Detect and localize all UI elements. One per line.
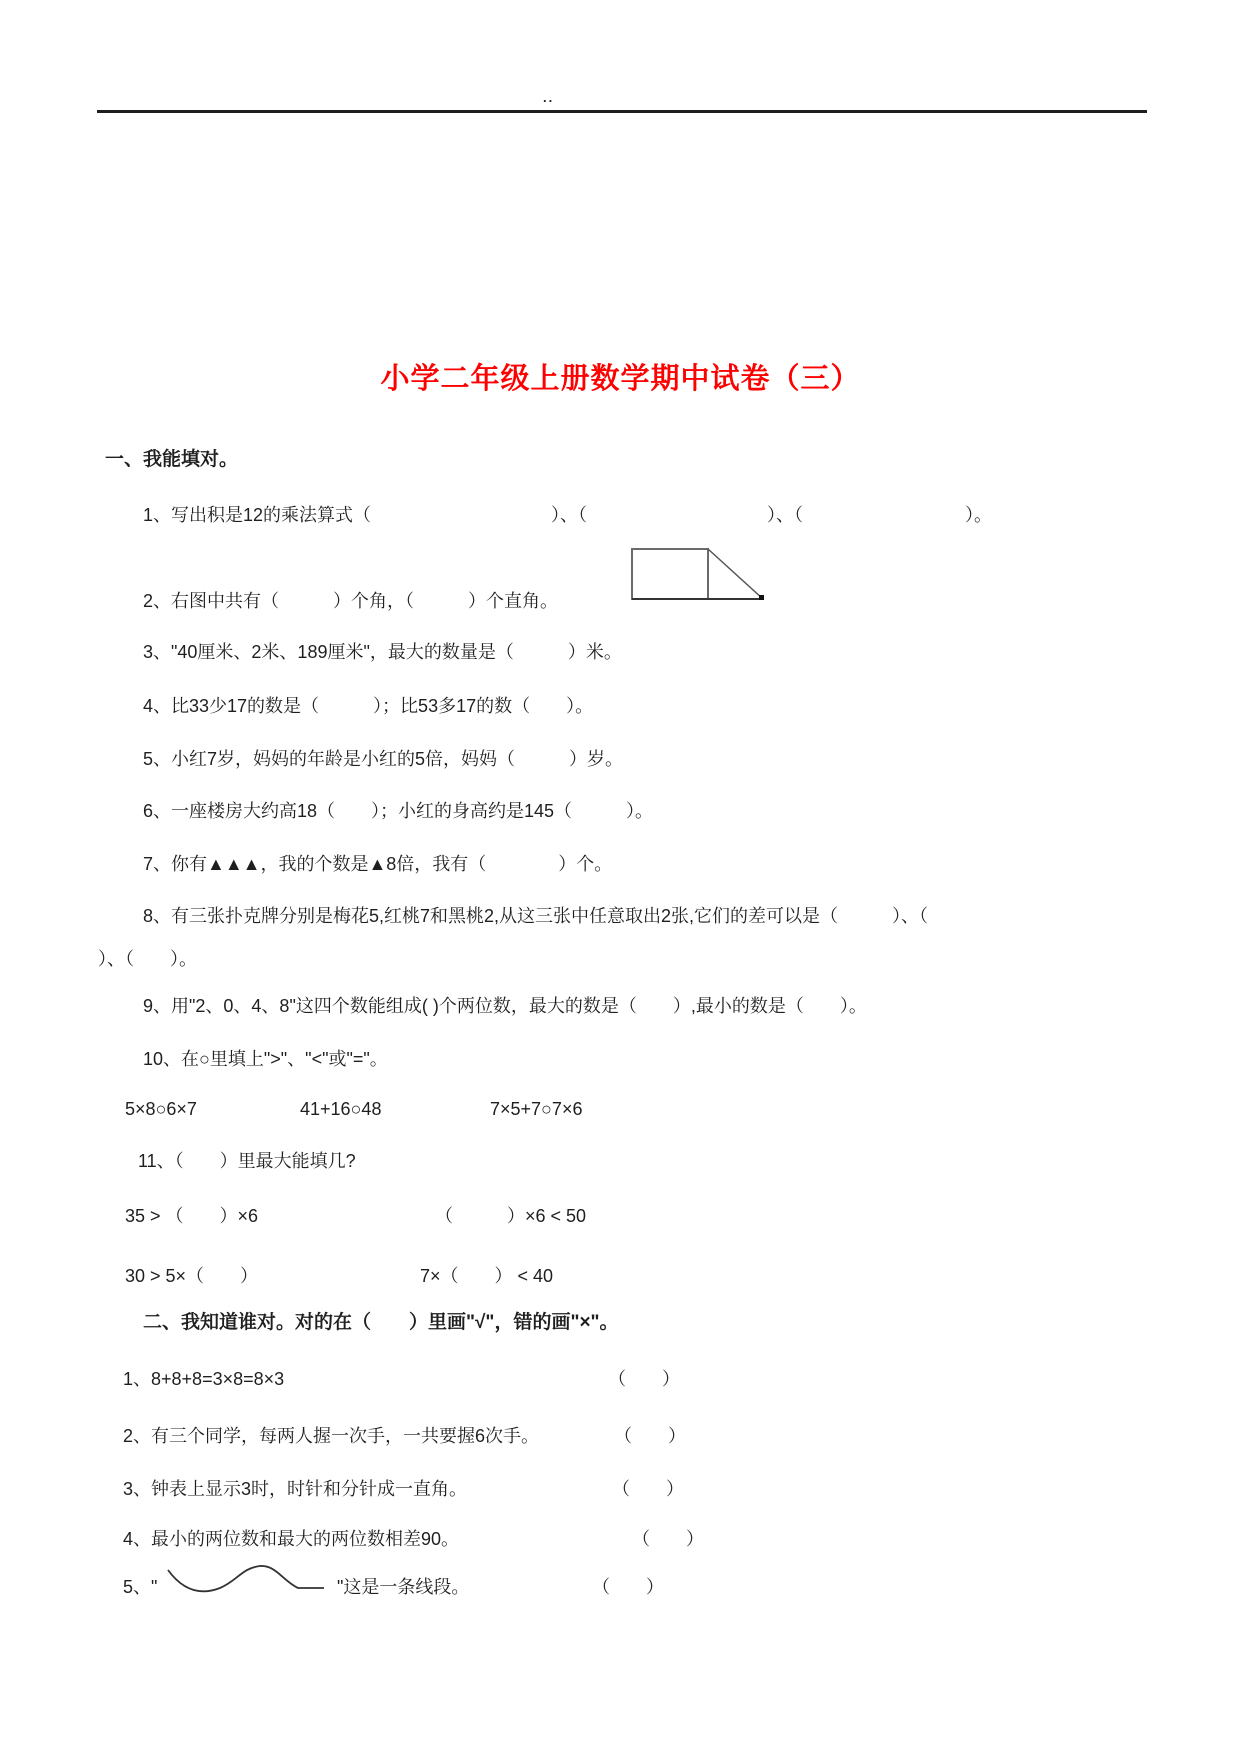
section2-heading: 二、我知道谁对。对的在（ ）里画"√"，错的画"×"。 [143,1312,619,1333]
q11-expression-1: 35 > （ ）×6 [125,1206,259,1226]
question-8-line2: ）、（ ）。 [98,949,197,969]
section1-heading: 一、我能填对。 [105,449,239,470]
question-11: 11、（ ）里最大能填几? [138,1151,356,1171]
judge-item-5-paren: （ ） [592,1577,664,1597]
q10-expression-2: 41+16○48 [300,1099,382,1119]
judge-item-5-prefix: 5、" [123,1577,158,1597]
q11-expression-4: 7×（ ） < 40 [420,1266,554,1286]
q11-expression-2: （ ）×6 < 50 [435,1206,587,1226]
question-2: 2、右图中共有（ ）个角，（ ）个直角。 [143,591,559,611]
page-title: 小学二年级上册数学期中试卷（三） [380,363,861,395]
question-6: 6、一座楼房大约高18（ ）；小红的身高约是145（ ）。 [143,801,654,821]
judge-item-3-text: 3、钟表上显示3时，时针和分针成一直角。 [123,1479,468,1499]
judge-item-1-paren: （ ） [608,1369,680,1389]
question-5: 5、小红7岁，妈妈的年龄是小红的5倍，妈妈（ ）岁。 [143,749,624,769]
judge-item-1-text: 1、8+8+8=3×8=8×3 [123,1369,285,1389]
question-4: 4、比33少17的数是（ ）；比53多17的数（ ）。 [143,696,594,716]
q11-expression-3: 30 > 5×（ ） [125,1266,259,1286]
judge-item-3-paren: （ ） [612,1479,684,1499]
header-dots: .. [543,90,555,105]
question-3: 3、"40厘米、2米、189厘米"，最大的数量是（ ）米。 [143,642,622,662]
judge-item-2-paren: （ ） [614,1426,686,1446]
question-9: 9、用"2、0、4、8"这四个数能组成( )个两位数，最大的数是（ ）,最小的数是（ ）。 [143,996,867,1016]
judge-item-4-text: 4、最小的两位数和最大的两位数相差90。 [123,1529,460,1549]
question-7: 7、你有▲▲▲，我的个数是▲8倍，我有（ ）个。 [143,854,613,874]
question-10: 10、在○里填上">"、"<"或"="。 [143,1049,388,1069]
header-rule [97,110,1147,113]
question-8-line1: 8、有三张扑克牌分别是梅花5,红桃7和黑桃2,从这三张中任意取出2张,它们的差可以是（ ）、（ [143,906,929,926]
judge-item-2-text: 2、有三个同学，每两人握一次手，一共要握6次手。 [123,1426,540,1446]
q10-expression-1: 5×8○6×7 [125,1099,197,1119]
question-1: 1、写出积是12的乘法算式（ ）、（ ）、（ ）。 [143,505,993,525]
judge-item-4-paren: （ ） [632,1529,704,1549]
judge-item-5-suffix: "这是一条线段。 [337,1577,470,1597]
wavy-line-icon [164,1562,336,1598]
angle-figure-icon [628,545,770,603]
q10-expression-3: 7×5+7○7×6 [490,1099,583,1119]
